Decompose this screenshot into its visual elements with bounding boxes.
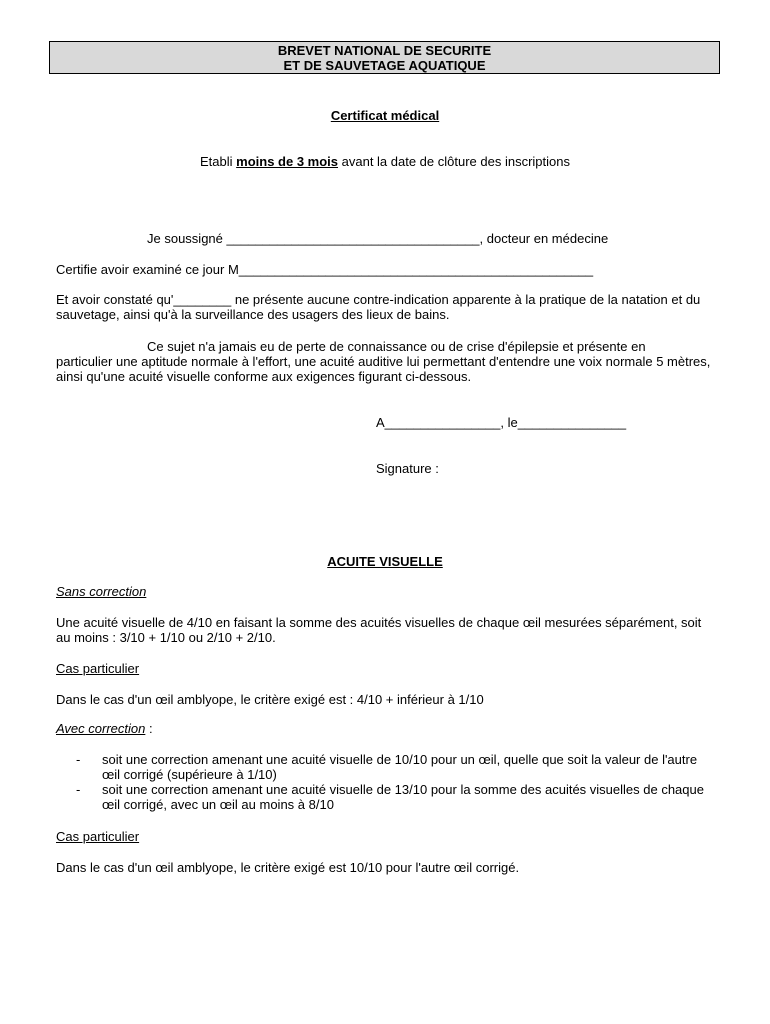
list-dash: - — [76, 782, 81, 797]
header-line-2: ET DE SAUVETAGE AQUATIQUE — [283, 58, 486, 73]
header-line-1: BREVET NATIONAL DE SECURITE — [277, 43, 492, 58]
subject-paragraph-rest: particulier une aptitude normale à l'effort, une acuité auditive lui permettant d'entendre une voix normale 5 mètres, ainsi qu'une acuité visuelle conforme aux exigences figurant ci-dessous. — [56, 354, 711, 384]
special-case-heading-1: Cas particulier — [56, 661, 140, 676]
established-emphasis: moins de 3 mois — [236, 154, 339, 169]
list-dash: - — [76, 752, 81, 767]
without-correction-text: Une acuité visuelle de 4/10 en faisant la somme des acuités visuelles de chaque œil mesurées séparément, soit au moins : 3/10 + 1/10 ou 2/10 + 2/10. — [56, 615, 702, 645]
visual-acuity-title: ACUITE VISUELLE — [327, 554, 443, 569]
established-line — [0, 154, 770, 169]
list-item — [56, 752, 718, 782]
special-case-text-2: Dans le cas d'un œil amblyope, le critère exigé est 10/10 pour l'autre œil corrigé. — [56, 860, 520, 875]
certifies-line: Certifie avoir examiné ce jour M_________________________________________________ — [56, 262, 594, 277]
document-header — [49, 41, 720, 74]
list-item-text: soit une correction amenant une acuité visuelle de 10/10 pour un œil, quelle que soit la valeur de l'autre œil corrigé (supérieure à 1/10) — [102, 752, 698, 782]
with-correction-heading: Avec correction — [56, 721, 146, 736]
undersigned-line: Je soussigné ___________________________________, docteur en médecine — [147, 231, 609, 246]
with-correction-heading-suffix: : — [145, 721, 153, 736]
subject-paragraph-first-line: Ce sujet n'a jamais eu de perte de connaissance ou de crise d'épilepsie et présente en — [147, 339, 646, 354]
signature-label: Signature : — [376, 461, 439, 476]
list-item-text: soit une correction amenant une acuité visuelle de 13/10 pour la somme des acuités visuelles de chaque œil corrigé, avec un œil au moins à 8/10 — [102, 782, 704, 812]
special-case-text-1: Dans le cas d'un œil amblyope, le critère exigé est : 4/10 + inférieur à 1/10 — [56, 692, 484, 707]
with-correction-heading-line — [56, 721, 153, 736]
established-prefix: Etabli — [200, 154, 237, 169]
established-suffix: avant la date de clôture des inscriptions — [338, 154, 570, 169]
without-correction-heading: Sans correction — [56, 584, 147, 599]
special-case-heading-2: Cas particulier — [56, 829, 140, 844]
observed-paragraph: Et avoir constaté qu'________ ne présente aucune contre-indication apparente à la pratique de la natation et du sauvetage, ainsi qu'à la surveillance des usagers des lieux de bains. — [56, 292, 701, 322]
certificate-title: Certificat médical — [330, 108, 440, 123]
list-item — [56, 782, 718, 812]
place-date-line: A________________, le_______________ — [376, 415, 627, 430]
with-correction-list — [56, 752, 718, 812]
